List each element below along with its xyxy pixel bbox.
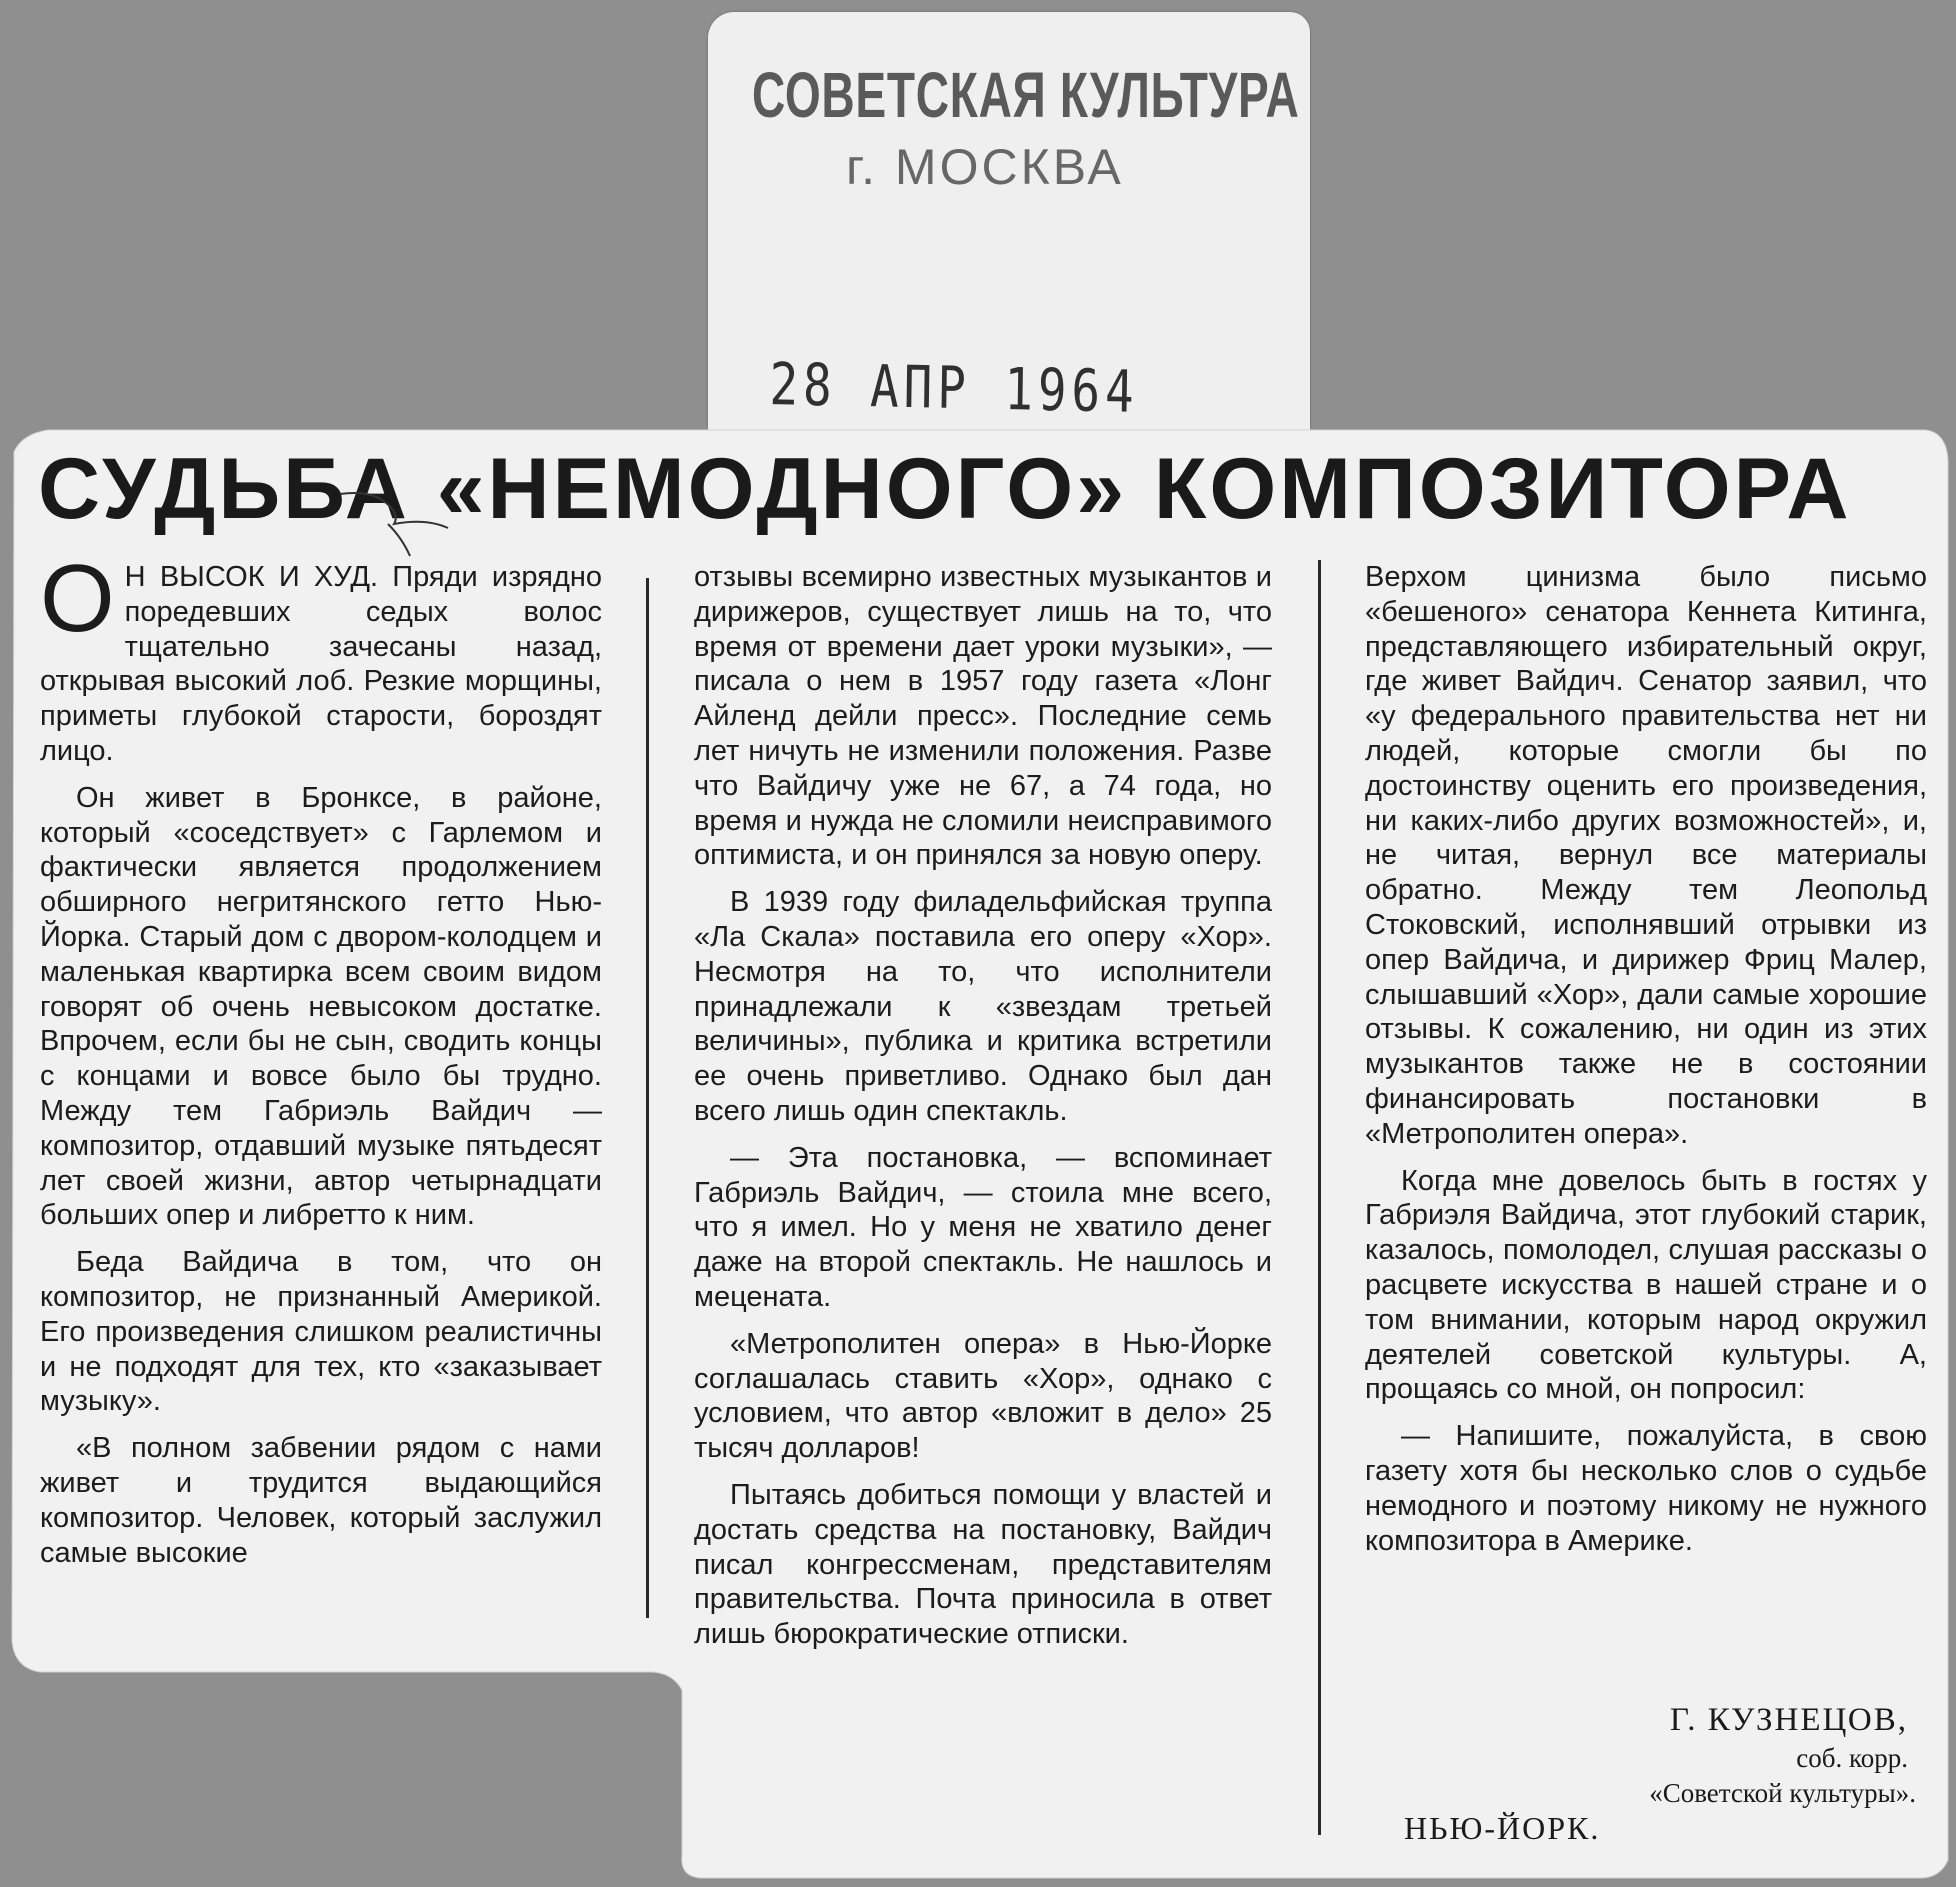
column-divider bbox=[646, 578, 649, 1618]
paragraph: «Метрополитен опера» в Нью-Йорке соглашалась ставить «Хор», однако с условием, что автор «вложит в дело» 25 тысяч долларов! bbox=[694, 1327, 1272, 1465]
pen-scribble bbox=[330, 488, 460, 568]
stamp-newspaper-name: СОВЕТСКАЯ КУЛЬТУРА bbox=[752, 59, 1300, 131]
author-role: соб. корр. bbox=[1796, 1743, 1908, 1773]
headline: СУДЬБА «НЕМОДНОГО» КОМПОЗИТОРА bbox=[38, 441, 1852, 537]
paragraph-text: Н ВЫСОК И ХУД. Пряди изрядно поредевших седых волос тщательно зачесаны назад, открывая высокий лоб. Резкие морщины, приметы глубокой старости, бороздят лицо. bbox=[40, 561, 602, 767]
paragraph: отзывы всемирно известных музыкантов и дирижеров, существует лишь на то, что время от времени дает уроки музыки», — писала о нем в 1957 году газета «Лонг Айленд дейли пресс». Последние семь лет ничуть не изменили положения. Разве что Вайдичу уже не 67, а 74 года, но время и нужда не сломили неисправимого оптимиста, и он принялся за новую оперу. bbox=[694, 561, 1272, 872]
column-divider bbox=[1318, 560, 1321, 1835]
paragraph: Беда Вайдича в том, что он композитор, не признанный Америкой. Его произведения слишком реалистичны и не подходят для тех, кто «заказывает музыку». bbox=[40, 1246, 602, 1418]
paragraph: — Эта постановка, — вспоминает Габриэль Вайдич, — стоила мне всего, что я имел. Но у меня не хватило денег даже на второй спектакль. Не нашлось и мецената. bbox=[694, 1141, 1272, 1313]
paragraph: В 1939 году филадельфийская труппа «Ла Скала» поставила его оперу «Хор». Несмотря на то, что исполнители принадлежали к «звездам третьей величины», публика и критика встретили ее очень приветливо. Однако был дан всего лишь один спектакль. bbox=[694, 886, 1272, 1127]
author-newspaper: «Советской культуры». bbox=[1649, 1778, 1916, 1808]
drop-cap: О bbox=[40, 545, 115, 652]
stamp-date: 28 АПР 1964 bbox=[769, 350, 1140, 426]
paragraph: Пытаясь добиться помощи у властей и достать средства на постановку, Вайдич писал конгрессменам, представителям правительства. Почта приносила в ответ лишь бюрократические отписки. bbox=[694, 1478, 1272, 1651]
stamp-city: г. МОСКВА bbox=[846, 139, 1124, 195]
paragraph: Когда мне довелось быть в гостях у Габриэля Вайдича, этот глубокий старик, казалось, помолодел, слушая рассказы о расцвете искусства в нашей стране и о том внимании, которым народ окружил деятелей советской культуры. А, прощаясь со мной, он попросил: bbox=[1365, 1164, 1927, 1406]
article-column-1 bbox=[40, 545, 602, 1570]
paragraph: — Напишите, пожалуйста, в свою газету хотя бы несколько слов о судьбе немодного и поэтому никому не нужного композитора в Америке. bbox=[1365, 1420, 1927, 1557]
paragraph: Верхом цинизма было письмо «бешеного» сенатора Кеннета Китинга, представляющего избирательный округ, где живет Вайдич. Сенатор заявил, что «у федерального правительства нет ни людей, которые смогли бы по достоинству оценить его произведения, ни каких-либо других возможностей», и, не читая, вернул все материалы обратно. Между тем Леопольд Стоковский, исполнявший отрывки из опер Вайдича, и дирижер Фриц Малер, слышавший «Хор», дали самые хорошие отзывы. К сожалению, ни один из этих музыкантов также не в состоянии финансировать постановки в «Метрополитен опера». bbox=[1365, 561, 1927, 1150]
paragraph: Он живет в Бронксе, в районе, который «соседствует» с Гарлемом и фактически является продолжением обширного негритянского гетто Нью-Йорка. Старый дом с двором-колодцем и маленькая квартирка всем своим видом говорят об очень невысоком достатке. Впрочем, если бы не сын, сводить концы с концами и вовсе было бы трудно. Между тем Габриэль Вайдич — композитор, отдавший музыке пятьдесят лет своей жизни, автор четырнадцати больших опер и либретто к ним. bbox=[40, 781, 602, 1232]
article-column-2 bbox=[694, 560, 1272, 1652]
paragraph: «В полном забвении рядом с нами живет и трудится выдающийся композитор. Человек, который заслужил самые высокие bbox=[40, 1432, 602, 1569]
dateline-city: НЬЮ-ЙОРК. bbox=[1404, 1810, 1601, 1846]
paragraph bbox=[40, 545, 602, 769]
author-name: Г. КУЗНЕЦОВ, bbox=[1669, 1702, 1908, 1738]
article-column-3 bbox=[1365, 560, 1927, 1558]
